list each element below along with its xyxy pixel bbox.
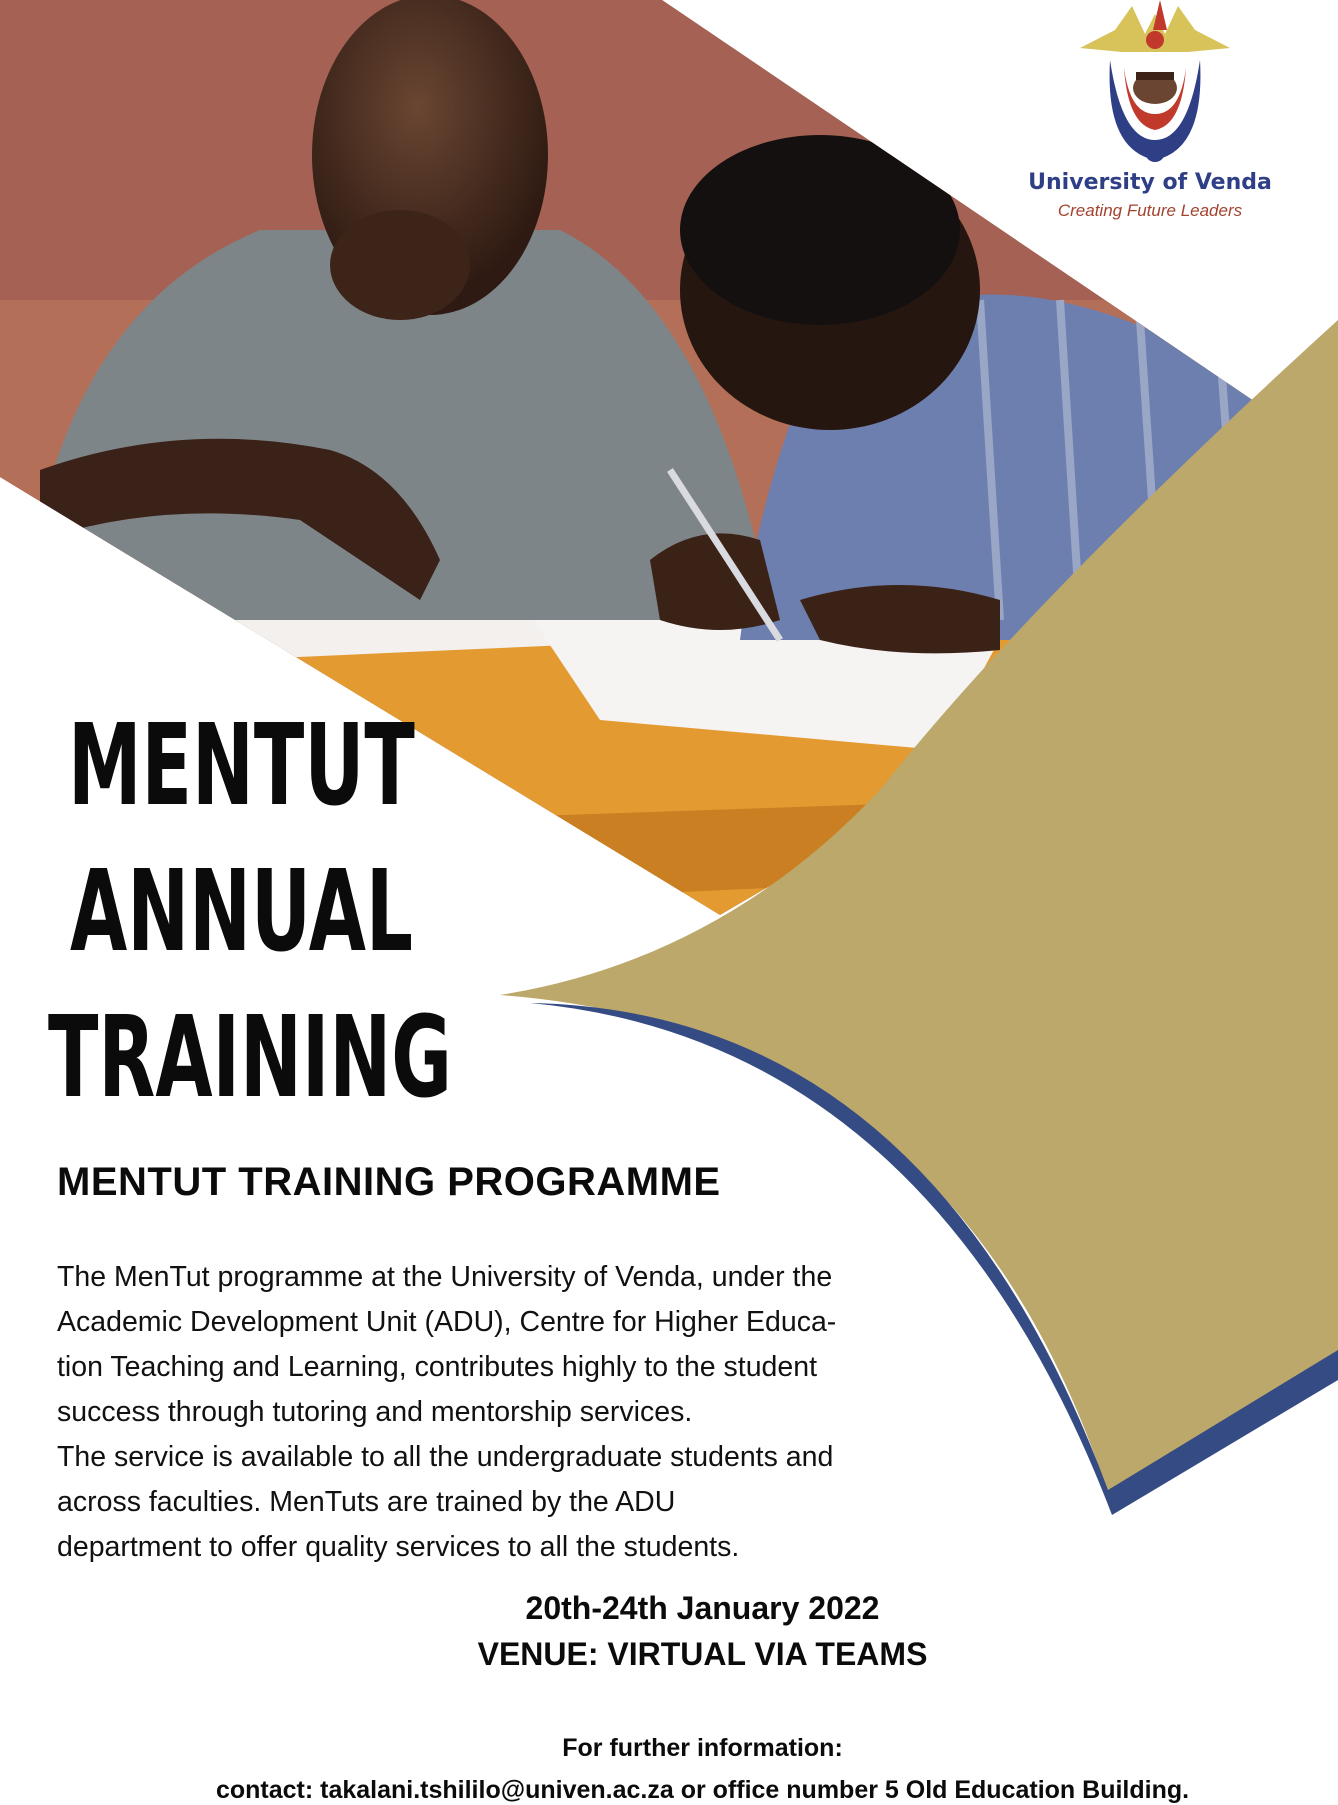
programme-title: MENTUT TRAINING PROGRAMME: [57, 1160, 721, 1204]
programme-text-line: Academic Development Unit (ADU), Centre for Higher Educa-: [57, 1306, 837, 1338]
university-tagline: Creating Future Leaders: [1057, 201, 1243, 220]
university-crest-icon: [1020, 0, 1290, 230]
contact-line: contact: takalani.tshililo@univen.ac.za or office number 5 Old Education Building.: [215, 1776, 1190, 1804]
university-name: University of Venda: [1028, 170, 1272, 195]
programme-text-line: The MenTut programme at the University of Venda, under the: [57, 1261, 833, 1293]
event-venue: VENUE: VIRTUAL VIA TEAMS: [477, 1636, 928, 1672]
event-date: 20th-24th January 2022: [525, 1590, 880, 1626]
programme-text-line: department to offer quality services to all the students.: [57, 1531, 740, 1563]
contact-heading: For further information:: [562, 1734, 843, 1762]
programme-text-line: The service is available to all the undergraduate students and: [57, 1441, 834, 1473]
headline-line-3: TRAINING: [48, 993, 452, 1123]
headline-line-2: ANNUAL: [70, 847, 414, 977]
programme-text-line: across faculties. MenTuts are trained by the ADU: [57, 1486, 676, 1518]
programme-text-line: success through tutoring and mentorship services.: [57, 1396, 693, 1428]
headline-line-1: MENTUT: [68, 701, 415, 831]
programme-text-line: tion Teaching and Learning, contributes highly to the student: [57, 1351, 818, 1383]
